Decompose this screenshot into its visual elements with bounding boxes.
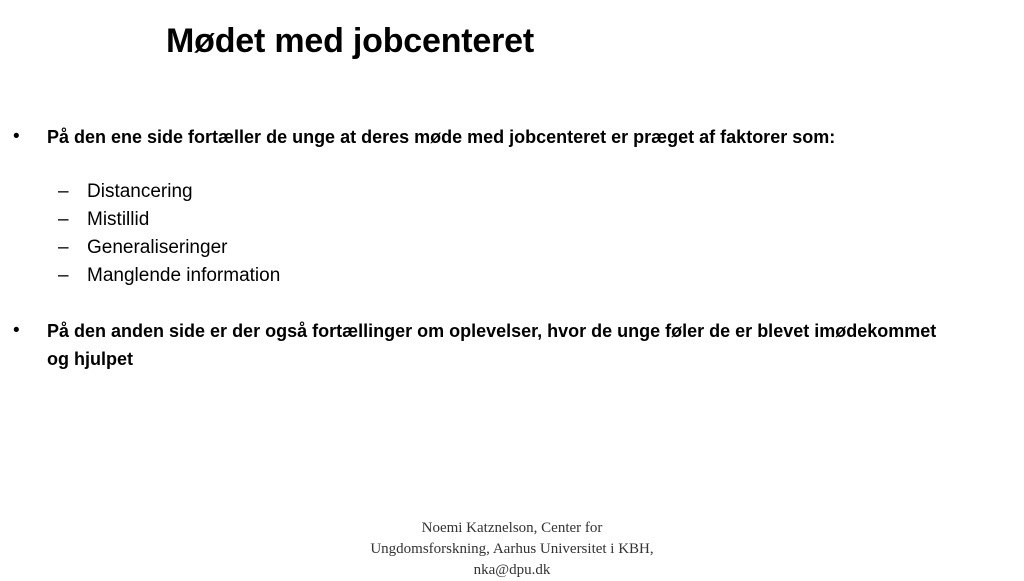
sub-list-item [0,234,600,262]
footer-attribution: Noemi Katznelson, Center for Ungdomsforskning, Aarhus Universitet i KBH, nka@dpu.dk [370,520,654,578]
dash-marker: – [58,237,69,258]
sub-list-item [0,206,600,234]
bullet-text: På den ene side fortæller de unge at deres møde med jobcenteret er præget af faktorer som: [47,127,836,147]
dash-marker: – [58,209,69,230]
bullet-text: På den anden side er der også fortællinger om oplevelser, hvor de unge føler de er blevet imødekommet og hjulpet [47,321,937,369]
sub-item-text: Mistillid [87,209,150,230]
dash-marker: – [58,265,69,286]
sub-list-item [0,178,600,206]
sub-item-text: Generaliseringer [87,237,228,258]
sub-item-text: Distancering [87,181,193,202]
sub-list-item [0,262,600,290]
sub-item-text: Manglende information [87,265,281,286]
bullet-marker: • [13,320,20,341]
sub-list [0,178,600,290]
slide-title: Mødet med jobcenteret [166,22,534,60]
bullet-marker: • [13,126,20,147]
dash-marker: – [58,181,69,202]
